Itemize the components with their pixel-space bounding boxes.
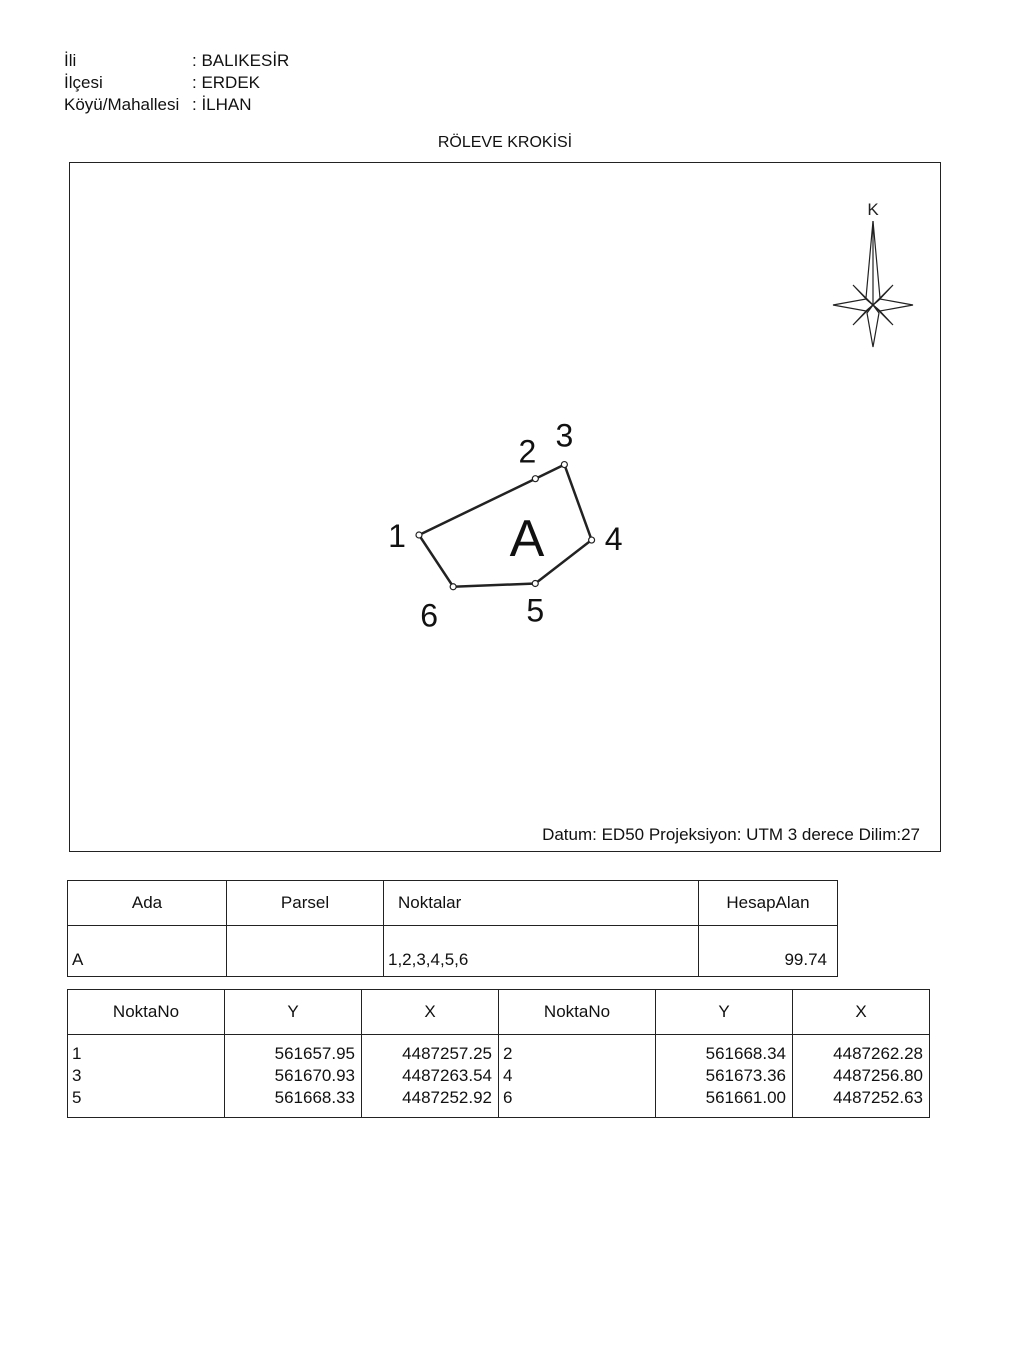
koy-row — [64, 94, 289, 116]
col-hesapalan: HesapAlan — [699, 881, 838, 926]
parcel-table-header — [68, 881, 838, 926]
point-no: 4 — [503, 1066, 513, 1085]
survey-sketch-map — [69, 162, 941, 852]
north-arrow-icon — [833, 221, 913, 347]
sketch-svg — [70, 163, 940, 851]
vertex-marker — [450, 584, 456, 590]
ilce-row — [64, 72, 289, 94]
cell-y-right — [656, 1035, 793, 1118]
point-no: 3 — [72, 1066, 82, 1085]
location-header — [64, 50, 289, 116]
vertex-marker — [416, 532, 422, 538]
point-x: 4487262.28 — [833, 1044, 923, 1063]
vertex-label: 3 — [555, 417, 574, 454]
col-parsel: Parsel — [227, 881, 384, 926]
vertex-marker — [532, 476, 538, 482]
point-no: 2 — [503, 1044, 513, 1063]
il-label: İli — [64, 51, 77, 70]
north-label: K — [867, 200, 879, 219]
col-x-2: X — [793, 990, 930, 1035]
koy-label: Köyü/Mahallesi — [64, 95, 180, 114]
cell-alan: 99.74 — [699, 926, 838, 977]
coordinate-table-header — [68, 990, 930, 1035]
koy-value: : İLHAN — [192, 95, 252, 114]
col-noktano-2: NoktaNo — [499, 990, 656, 1035]
point-x: 4487252.63 — [833, 1088, 923, 1107]
cell-x-left — [362, 1035, 499, 1118]
point-no: 1 — [72, 1044, 82, 1063]
point-no: 6 — [503, 1088, 513, 1107]
point-no: 5 — [72, 1088, 82, 1107]
col-noktalar: Noktalar — [384, 881, 699, 926]
point-y: 561657.95 — [274, 1044, 355, 1063]
ilce-label: İlçesi — [64, 73, 103, 92]
point-y: 561668.33 — [274, 1088, 355, 1107]
vertex-marker — [589, 537, 595, 543]
il-value: : BALIKESİR — [192, 51, 290, 70]
col-ada: Ada — [68, 881, 227, 926]
parcel-label: A — [509, 510, 545, 568]
ilce-value: : ERDEK — [192, 73, 261, 92]
point-x: 4487257.25 — [402, 1044, 492, 1063]
table-row — [68, 926, 838, 977]
parcel-boundary — [419, 465, 592, 587]
point-x: 4487263.54 — [402, 1066, 492, 1085]
point-y: 561670.93 — [274, 1066, 355, 1085]
col-x-1: X — [362, 990, 499, 1035]
vertex-label: 6 — [420, 597, 439, 634]
vertex-marker — [532, 580, 538, 586]
vertex-label: 2 — [518, 433, 537, 470]
vertex-label: 4 — [604, 521, 623, 558]
col-y-1: Y — [225, 990, 362, 1035]
parcel-table — [67, 880, 838, 977]
col-y-2: Y — [656, 990, 793, 1035]
coordinate-table — [67, 989, 930, 1118]
vertex-label: 5 — [526, 592, 545, 629]
cell-noktalar: 1,2,3,4,5,6 — [384, 926, 699, 977]
point-y: 561668.34 — [705, 1044, 786, 1063]
cell-no-left — [68, 1035, 225, 1118]
il-row — [64, 50, 289, 72]
datum-note: Datum: ED50 Projeksiyon: UTM 3 derece Dilim:27 — [542, 825, 920, 844]
vertex-marker — [561, 462, 567, 468]
point-x: 4487252.92 — [402, 1088, 492, 1107]
cell-no-right — [499, 1035, 656, 1118]
cell-x-right — [793, 1035, 930, 1118]
page-title: RÖLEVE KROKİSİ — [437, 134, 573, 151]
cell-ada: A — [68, 926, 227, 977]
point-y: 561673.36 — [705, 1066, 786, 1085]
point-x: 4487256.80 — [833, 1066, 923, 1085]
point-y: 561661.00 — [705, 1088, 786, 1107]
cell-parsel — [227, 926, 384, 977]
vertex-label: 1 — [388, 518, 406, 554]
cell-y-left — [225, 1035, 362, 1118]
table-row — [68, 1035, 930, 1118]
col-noktano-1: NoktaNo — [68, 990, 225, 1035]
